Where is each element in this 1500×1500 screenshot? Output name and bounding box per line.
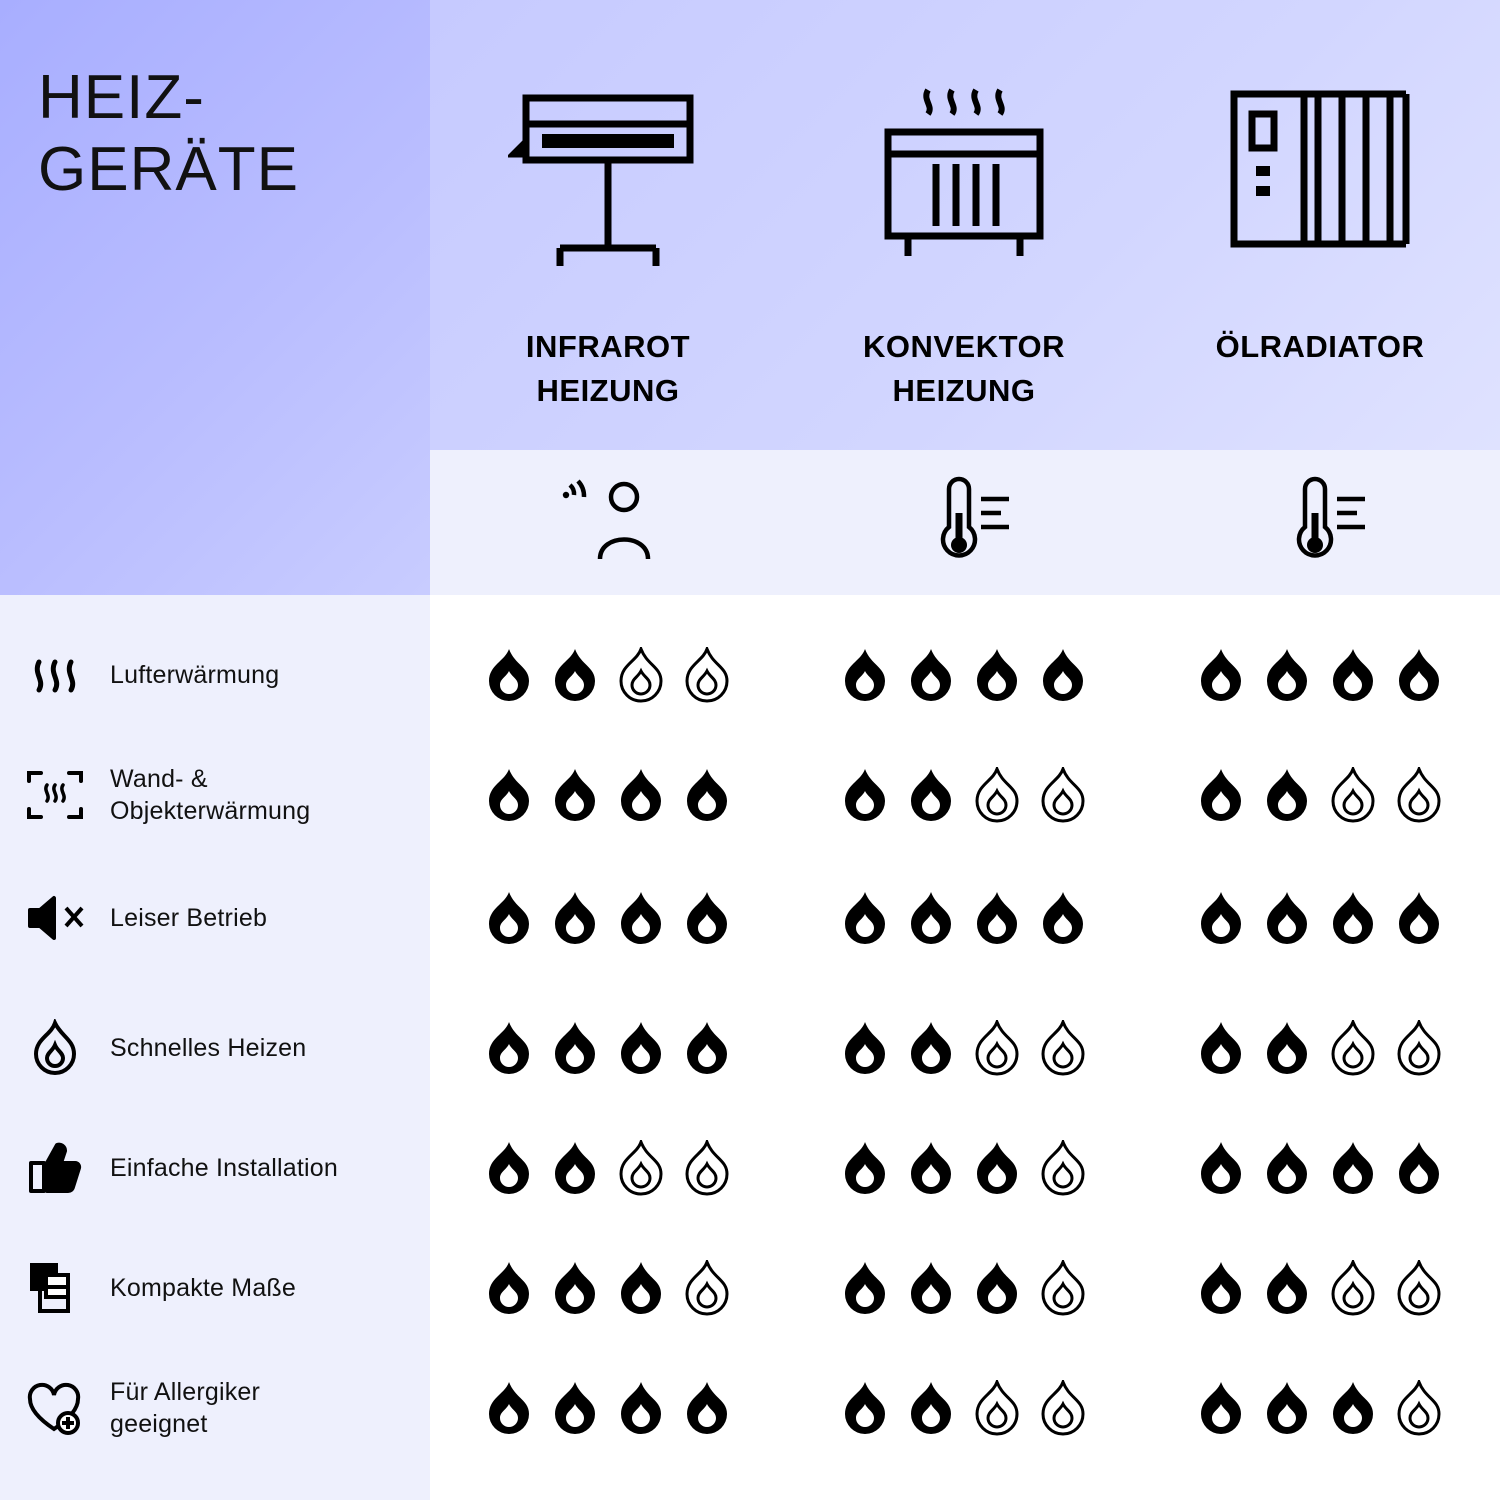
column-label-infrarot-line1: INFRAROT	[525, 329, 691, 364]
flame-icon-filled	[617, 767, 665, 823]
flame-icon-filled	[1197, 1140, 1245, 1196]
flame-icon-filled	[551, 647, 599, 703]
rating-konvektor	[786, 615, 1142, 734]
flame-icon-filled	[1263, 1260, 1311, 1316]
flame-icon-empty	[1395, 1260, 1443, 1316]
rating-konvektor	[786, 1108, 1142, 1227]
flame-icon-filled	[1263, 647, 1311, 703]
flame-icon-filled	[485, 767, 533, 823]
column-oelradiator	[1142, 0, 1498, 450]
flame-icon-filled	[973, 647, 1021, 703]
flame-icon-filled	[485, 1260, 533, 1316]
flame-icon-filled	[617, 1260, 665, 1316]
feature-label-cell	[0, 858, 430, 977]
flame-icon-empty	[1329, 1020, 1377, 1076]
heat-waves-icon	[0, 650, 110, 700]
flame-icon-empty	[1039, 1260, 1087, 1316]
flame-icon-filled	[617, 890, 665, 946]
rating-konvektor	[786, 1228, 1142, 1347]
flame-icon-filled	[1329, 890, 1377, 946]
flame-icon-filled	[551, 890, 599, 946]
rating-oelradiator	[1142, 1108, 1498, 1227]
rating-oelradiator	[1142, 735, 1498, 854]
compact-size-icon	[0, 1259, 110, 1317]
flame-icon-empty	[1039, 1140, 1087, 1196]
mute-speaker-icon	[0, 892, 110, 944]
rating-infrarot	[430, 988, 786, 1107]
feature-row	[0, 1228, 1500, 1347]
flame-icon-empty	[973, 1380, 1021, 1436]
flame-icon-filled	[1395, 890, 1443, 946]
flame-icon-filled	[841, 1260, 889, 1316]
rating-oelradiator	[1142, 1348, 1498, 1467]
column-label-oelradiator-line1: ÖLRADIATOR	[1215, 329, 1425, 364]
flame-icon-filled	[841, 1140, 889, 1196]
flame-icon-empty	[1395, 767, 1443, 823]
flame-icon-filled	[1263, 767, 1311, 823]
page-title-line2: GERÄTE	[38, 135, 299, 204]
infrared-heater-icon	[430, 80, 786, 280]
flame-icon-filled	[683, 1020, 731, 1076]
column-label-oelradiator	[1142, 325, 1498, 369]
rating-infrarot	[430, 1228, 786, 1347]
flame-icon-filled	[551, 1020, 599, 1076]
flame-icon-filled	[1329, 1380, 1377, 1436]
flame-icon-filled	[1197, 1380, 1245, 1436]
flame-icon-filled	[907, 767, 955, 823]
rating-oelradiator	[1142, 858, 1498, 977]
flame-icon-empty	[1329, 767, 1377, 823]
page-title	[38, 62, 299, 206]
feature-label: Lufterwärmung	[110, 660, 280, 689]
feature-label-cell	[0, 735, 430, 854]
feature-label-cell	[0, 1348, 430, 1467]
feature-row	[0, 858, 1500, 977]
feature-label: Leiser Betrieb	[110, 903, 268, 932]
flame-icon-filled	[841, 1020, 889, 1076]
rating-oelradiator	[1142, 1228, 1498, 1347]
flame-icon-filled	[551, 1140, 599, 1196]
thumbs-up-icon	[0, 1139, 110, 1197]
rating-infrarot	[430, 858, 786, 977]
flame-icon-filled	[841, 1380, 889, 1436]
flame-icon-filled	[841, 767, 889, 823]
flame-icon-filled	[485, 1140, 533, 1196]
flame-icon-filled	[1197, 647, 1245, 703]
oil-radiator-icon	[1142, 80, 1498, 280]
flame-icon-filled	[841, 647, 889, 703]
flame-icon-filled	[1039, 890, 1087, 946]
flame-icon-filled	[1263, 1020, 1311, 1076]
wall-object-heating-icon	[0, 767, 110, 823]
rating-infrarot	[430, 1108, 786, 1227]
flame-icon	[0, 1019, 110, 1077]
flame-icon-filled	[1197, 1020, 1245, 1076]
flame-icon-empty	[1039, 1380, 1087, 1436]
feature-row	[0, 1108, 1500, 1227]
feature-row	[0, 735, 1500, 854]
flame-icon-filled	[1263, 1380, 1311, 1436]
thermostat-icon	[786, 450, 1142, 595]
flame-icon-filled	[1263, 890, 1311, 946]
flame-icon-empty	[1395, 1020, 1443, 1076]
flame-icon-filled	[1263, 1140, 1311, 1196]
convector-heater-icon	[786, 80, 1142, 280]
flame-icon-empty	[1329, 1260, 1377, 1316]
flame-icon-filled	[907, 1020, 955, 1076]
rating-infrarot	[430, 1348, 786, 1467]
flame-icon-filled	[907, 1380, 955, 1436]
flame-icon-filled	[1329, 1140, 1377, 1196]
rating-konvektor	[786, 735, 1142, 854]
flame-icon-filled	[551, 1260, 599, 1316]
title-block	[0, 0, 430, 595]
flame-icon-filled	[485, 890, 533, 946]
rating-infrarot	[430, 615, 786, 734]
flame-icon-filled	[1039, 647, 1087, 703]
flame-icon-empty	[973, 767, 1021, 823]
rating-konvektor	[786, 858, 1142, 977]
flame-icon-filled	[1329, 647, 1377, 703]
rating-konvektor	[786, 1348, 1142, 1467]
flame-icon-filled	[1197, 1260, 1245, 1316]
flame-icon-filled	[551, 767, 599, 823]
page-title-line1: HEIZ-	[38, 63, 205, 132]
flame-icon-empty	[1039, 767, 1087, 823]
flame-icon-filled	[973, 1140, 1021, 1196]
feature-label-cell	[0, 615, 430, 734]
column-label-infrarot	[430, 325, 786, 413]
column-konvektor	[786, 0, 1142, 450]
flame-icon-filled	[485, 647, 533, 703]
rating-oelradiator	[1142, 615, 1498, 734]
motion-sensor-person-icon	[430, 450, 786, 595]
feature-row	[0, 1348, 1500, 1467]
feature-label-cell	[0, 988, 430, 1107]
feature-label: Einfache Installation	[110, 1153, 338, 1182]
flame-icon-filled	[485, 1380, 533, 1436]
flame-icon-empty	[683, 1260, 731, 1316]
column-label-konvektor	[786, 325, 1142, 413]
flame-icon-filled	[907, 1140, 955, 1196]
flame-icon-empty	[973, 1020, 1021, 1076]
flame-icon-filled	[1197, 890, 1245, 946]
flame-icon-filled	[683, 1380, 731, 1436]
feature-row	[0, 615, 1500, 734]
column-label-konvektor-line1: KONVEKTOR	[862, 329, 1065, 364]
flame-icon-filled	[617, 1380, 665, 1436]
flame-icon-filled	[1395, 647, 1443, 703]
flame-icon-filled	[1395, 1140, 1443, 1196]
flame-icon-empty	[683, 647, 731, 703]
feature-label-cell	[0, 1228, 430, 1347]
flame-icon-filled	[973, 1260, 1021, 1316]
flame-icon-empty	[1395, 1380, 1443, 1436]
rating-oelradiator	[1142, 988, 1498, 1107]
flame-icon-empty	[1039, 1020, 1087, 1076]
column-label-infrarot-line2: HEIZUNG	[536, 373, 680, 408]
rating-infrarot	[430, 735, 786, 854]
flame-icon-empty	[683, 1140, 731, 1196]
column-infrarot	[430, 0, 786, 450]
flame-icon-filled	[907, 890, 955, 946]
flame-icon-filled	[1197, 767, 1245, 823]
flame-icon-filled	[907, 647, 955, 703]
flame-icon-filled	[617, 1020, 665, 1076]
flame-icon-filled	[485, 1020, 533, 1076]
feature-label: Schnelles Heizen	[110, 1033, 307, 1062]
flame-icon-filled	[907, 1260, 955, 1316]
thermostat-icon	[1142, 450, 1498, 595]
flame-icon-filled	[973, 890, 1021, 946]
flame-icon-empty	[617, 1140, 665, 1196]
feature-label: Kompakte Maße	[110, 1273, 297, 1302]
flame-icon-filled	[551, 1380, 599, 1436]
rating-konvektor	[786, 988, 1142, 1107]
column-label-konvektor-line2: HEIZUNG	[892, 373, 1036, 408]
heart-plus-icon	[0, 1379, 110, 1437]
flame-icon-filled	[841, 890, 889, 946]
feature-label: Für Allergiker geeignet	[110, 1377, 261, 1438]
feature-label: Wand- & Objekterwärmung	[110, 764, 311, 825]
flame-icon-empty	[617, 647, 665, 703]
flame-icon-filled	[683, 767, 731, 823]
feature-row	[0, 988, 1500, 1107]
flame-icon-filled	[683, 890, 731, 946]
feature-label-cell	[0, 1108, 430, 1227]
